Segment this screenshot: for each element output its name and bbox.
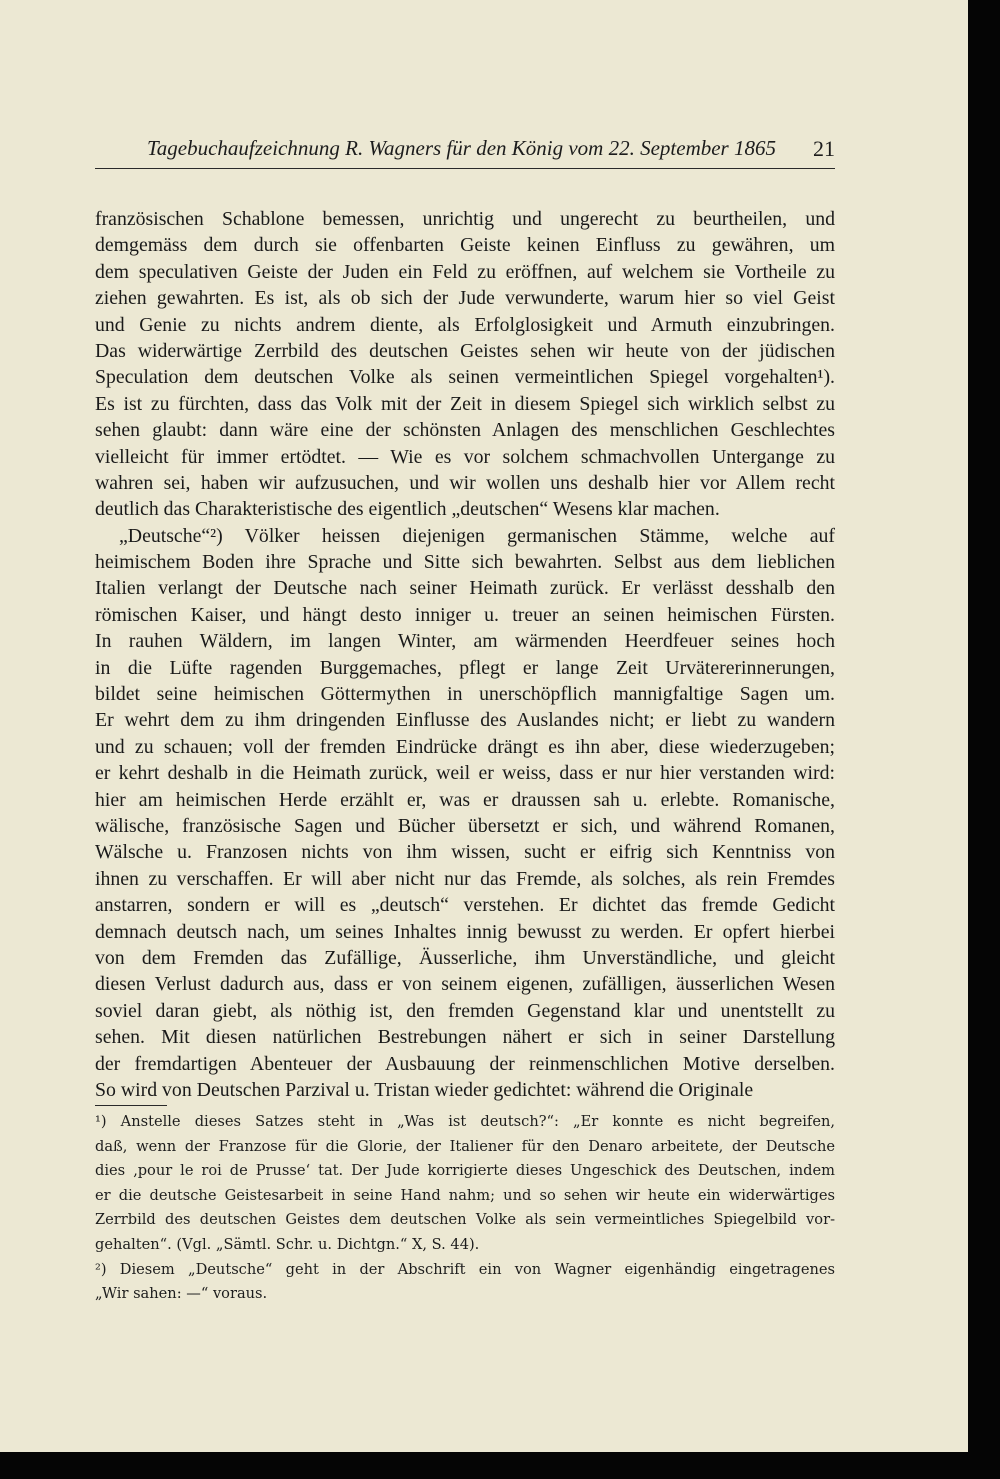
text-line: deutlich das Charakteristische des eigentlich „deutschen“ Wesens klar machen. xyxy=(95,498,720,521)
text-line: er kehrt deshalb in die Heimath zurück, weil er weiss, dass er nur hier verstanden wird: xyxy=(95,762,835,785)
text-line: hier am heimischen Herde erzählt er, was er draussen sah u. erlebte. Romanische, xyxy=(95,788,835,811)
footnote-line: „Wir sahen: —“ voraus. xyxy=(95,1285,268,1303)
footnote-line: dies ‚pour le roi de Prusse‘ tat. Der Jude korrigierte dieses Ungeschick des Deutschen, indem xyxy=(95,1162,835,1180)
text-line: von dem Fremden das Zufällige, Äusserliche, ihm Unverständliche, und gleicht xyxy=(95,946,835,969)
text-line: soviel daran giebt, als nöthig ist, den fremden Gegenstand klar und unentstellt zu xyxy=(95,999,835,1022)
text-line: Speculation dem deutschen Volke als seinen vermeintlichen Spiegel vorgehalten¹). xyxy=(95,366,835,389)
text-line: demnach deutsch nach, um seines Inhaltes innig bewusst zu werden. Er opfert hierbei xyxy=(95,920,835,943)
text-line: bildet seine heimischen Göttermythen in unerschöpflich mannigfaltige Sagen um. xyxy=(95,683,835,706)
text-line: französischen Schablone bemessen, unrichtig und ungerecht zu beurtheilen, und xyxy=(95,208,835,230)
page-number: 21 xyxy=(813,136,835,161)
footnote-rule xyxy=(95,1105,167,1106)
text-line: und zu schauen; voll der fremden Eindrücke drängt es ihn aber, diese wiederzugeben; xyxy=(95,735,835,758)
text-line: dem speculativen Geiste der Juden ein Feld zu eröffnen, auf welchem sie Vortheile zu xyxy=(95,260,835,283)
text-line: ihnen zu verschaffen. Er will aber nicht nur das Fremde, als solches, als rein Fremdes xyxy=(95,867,835,890)
text-line: Das widerwärtige Zerrbild des deutschen Geistes sehen wir heute von der jüdischen xyxy=(95,339,835,362)
text-line: vielleicht für immer ertödtet. — Wie es vor solchem schmachvollen Untergange zu xyxy=(95,445,835,468)
text-line: wälische, französische Sagen und Bücher übersetzt er sich, und während Romanen, xyxy=(95,814,835,837)
text-line: sehen. Mit diesen natürlichen Bestrebungen nähert er sich in seiner Darstellung xyxy=(95,1026,835,1049)
text-line: der fremdartigen Abenteuer der Ausbauung der reinmenschlichen Motive derselben. xyxy=(95,1052,835,1075)
text-line: anstarren, sondern er will es „deutsch“ verstehen. Er dichtet das fremde Gedicht xyxy=(95,894,835,917)
text-line: So wird von Deutschen Parzival u. Tristan wieder gedichtet: während die Originale xyxy=(95,1078,754,1101)
footnote-line: gehalten“. (Vgl. „Sämtl. Schr. u. Dichtgn.“ X, S. 44). xyxy=(95,1235,480,1253)
text-line: In rauhen Wäldern, im langen Winter, am wärmenden Heerdfeuer seines hoch xyxy=(95,630,835,653)
text-line: heimischem Boden ihre Sprache und Sitte sich bewahrten. Selbst aus dem lieblichen xyxy=(95,551,835,574)
text-line: in die Lüfte ragenden Burggemaches, pflegt er lange Zeit Urvätererinnerungen, xyxy=(95,656,835,679)
running-header xyxy=(95,136,835,169)
footnote-line: daß, wenn der Franzose für die Glorie, der Italiener für den Denaro arbeitete, der Deutsche xyxy=(95,1137,835,1155)
text-line: und Genie zu nichts andrem diente, als Erfolglosigkeit und Armuth einzubringen. xyxy=(95,313,835,336)
text-line: „Deutsche“²) Völker heissen diejenigen germanischen Stämme, welche auf xyxy=(119,524,835,547)
text-line: Er wehrt dem zu ihm dringenden Einflusse des Auslandes nicht; er liebt zu wandern xyxy=(95,709,835,732)
text-line: wahren sei, haben wir aufzusuchen, und wir wollen uns deshalb hier vor Allem recht xyxy=(95,471,835,494)
footnote-line: Zerrbild des deutschen Geistes dem deutschen Volke als sein vermeintliches Spiegelbild vor- xyxy=(95,1211,835,1229)
footnote-line: er die deutsche Geistesarbeit in seine Hand nahm; und so sehen wir heute ein widerwärtiges xyxy=(95,1186,835,1204)
footnote-line: ¹) Anstelle dieses Satzes steht in „Was ist deutsch?“: „Er konnte es nicht begreifen, xyxy=(95,1113,835,1130)
text-line: Es ist zu fürchten, dass das Volk mit der Zeit in diesem Spiegel sich wirklich selbst zu xyxy=(95,392,835,415)
text-line: demgemäss dem durch sie offenbarten Geiste keinen Einfluss zu gewähren, um xyxy=(95,234,835,257)
text-line: sehen glaubt: dann wäre eine der schönsten Anlagen des menschlichen Geschlechtes xyxy=(95,419,835,442)
footnote-line: ²) Diesem „Deutsche“ geht in der Abschrift ein von Wagner eigenhändig eingetragenes xyxy=(95,1260,835,1278)
footnotes xyxy=(95,1110,835,1307)
running-title: Tagebuchaufzeichnung R. Wagners für den König vom 22. September 1865 xyxy=(147,136,776,160)
text-line: Italien verlangt der Deutsche nach seiner Heimath zurück. Er verlässt desshalb den xyxy=(95,577,835,600)
body-text xyxy=(95,206,835,1103)
text-line: ziehen gewahrten. Es ist, als ob sich der Jude verwunderte, warum hier so viel Geist xyxy=(95,287,835,310)
text-line: Wälsche u. Franzosen nichts von ihm wissen, sucht er eifrig sich Kenntniss von xyxy=(95,841,835,864)
text-line: diesen Verlust dadurch aus, dass er von seinem eigenen, zufälligen, äusserlichen Wesen xyxy=(95,973,835,996)
text-line: römischen Kaiser, und hängt desto inniger u. treuer an seinen heimischen Fürsten. xyxy=(95,603,835,626)
